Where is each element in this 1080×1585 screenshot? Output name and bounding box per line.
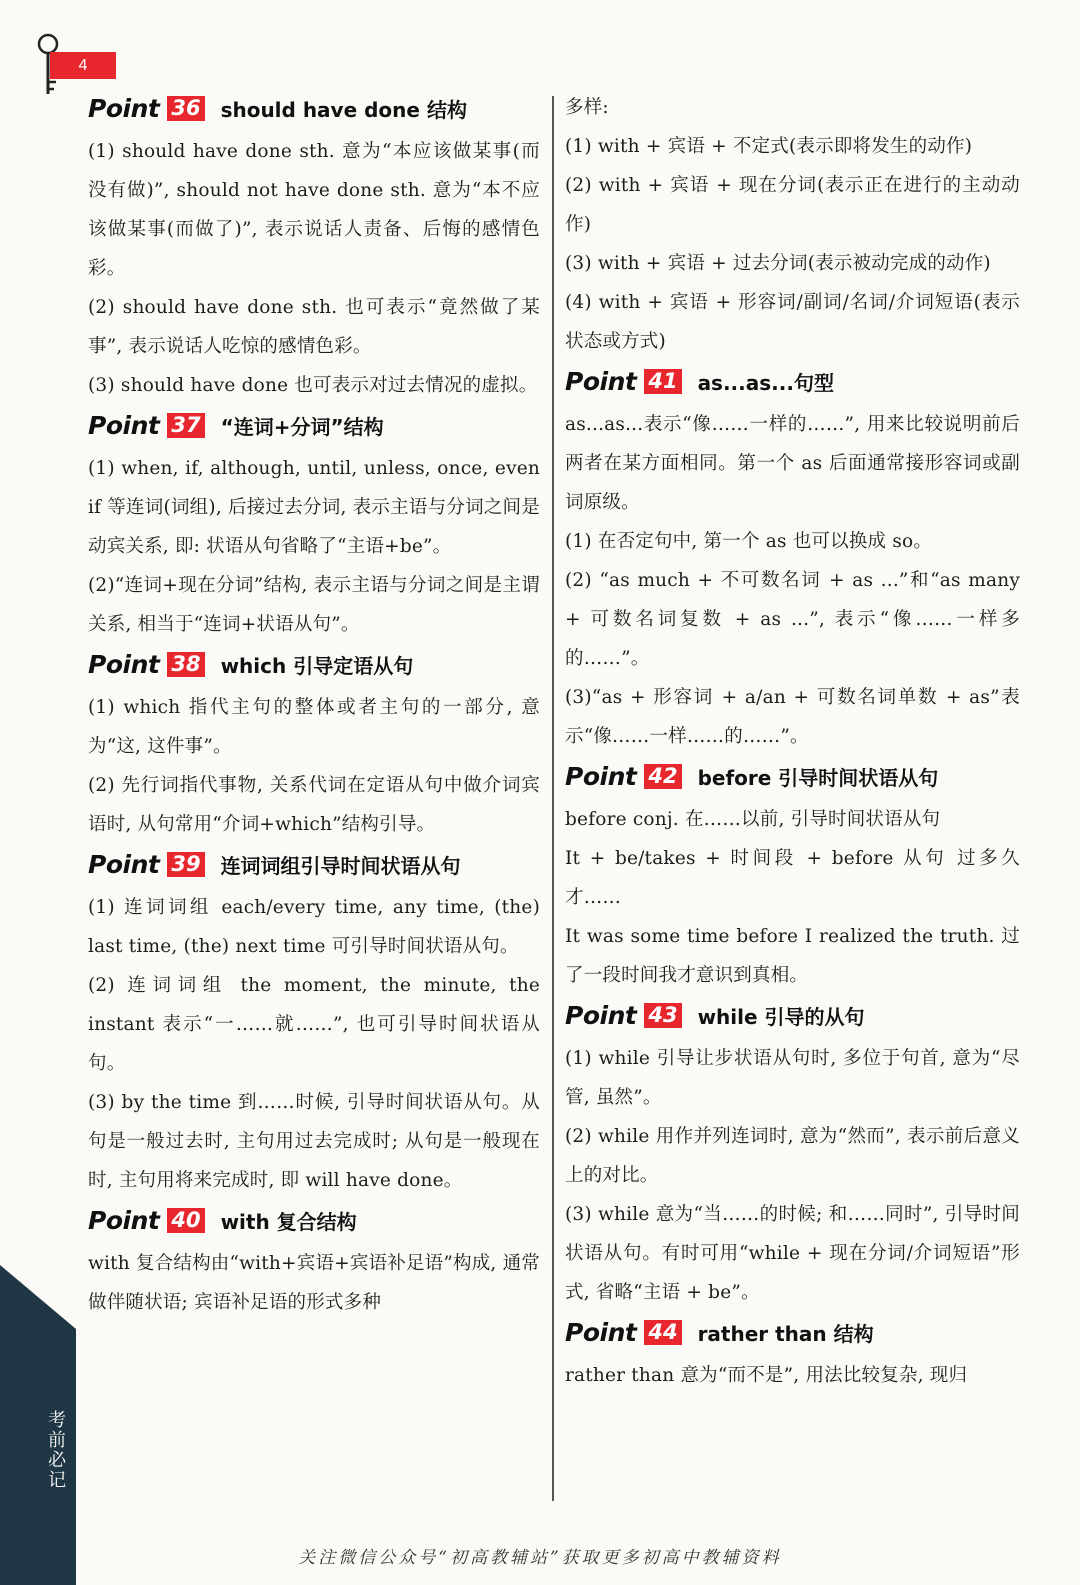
paragraph: (2) while 用作并列连词时, 意为“然而”, 表示前后意义上的对比。 (565, 1126, 1020, 1186)
point-number-badge: 41 (644, 369, 681, 394)
paragraph: (1) 连词词组 each/every time, any time, (the) last time, (the) next time 可引导时间状语从句。 (88, 897, 540, 957)
right-column (565, 88, 1020, 1395)
point-title: which 引导定语从句 (220, 653, 414, 678)
point-heading-43 (565, 999, 1020, 1031)
point-label: Point (565, 1317, 637, 1347)
paragraph: (3) by the time 到……时候, 引导时间状语从句。从句是一般过去时, 主句用过去完成时; 从句是一般现在时, 主句用将来完成时, 即 will have done。 (88, 1092, 540, 1191)
point-number-badge: 42 (644, 764, 681, 789)
point-number-badge: 43 (644, 1003, 681, 1028)
point-label: Point (565, 761, 637, 791)
point-title: “连词+分词”结构 (220, 414, 384, 439)
point-number-badge: 37 (167, 413, 204, 438)
point-heading-38 (88, 648, 540, 680)
point-heading-40 (88, 1204, 540, 1236)
point-heading-41 (565, 365, 1020, 397)
point-title: before 引导时间状语从句 (697, 765, 939, 790)
paragraph: (1) while 引导让步状语从句时, 多位于句首, 意为“尽管, 虽然”。 (565, 1048, 1020, 1108)
paragraph: (2) 先行词指代事物, 关系代词在定语从句中做介词宾语时, 从句常用“介词+which”结构引导。 (88, 775, 540, 835)
paragraph: (1) 在否定句中, 第一个 as 也可以换成 so。 (565, 531, 933, 552)
point-title: rather than 结构 (697, 1321, 874, 1346)
paragraph: (2) with + 宾语 + 现在分词(表示正在进行的主动动作) (565, 175, 1020, 235)
paragraph: (3) should have done 也可表示对过去情况的虚拟。 (88, 375, 538, 396)
paragraph: with 复合结构由“with+宾语+宾语补足语”构成, 通常做伴随状语; 宾语补足语的形式多种 (88, 1253, 540, 1313)
point-title: should have done 结构 (220, 97, 467, 122)
point-heading-39 (88, 848, 540, 880)
point-number-badge: 39 (167, 852, 204, 877)
paragraph: (1) with + 宾语 + 不定式(表示即将发生的动作) (565, 136, 973, 157)
point-number-badge: 36 (167, 96, 204, 121)
point-heading-37 (88, 409, 540, 441)
paragraph: (3)“as + 形容词 + a/an + 可数名词单数 + as”表示“像……一样……的……”。 (565, 687, 1020, 747)
point-label: Point (565, 1000, 637, 1030)
column-divider (552, 96, 554, 1501)
point-label: Point (88, 93, 160, 123)
page-number: 4 (78, 56, 88, 74)
paragraph: (2)“连词+现在分词”结构, 表示主语与分词之间是主谓关系, 相当于“连词+状语从句”。 (88, 575, 540, 635)
point-label: Point (88, 1205, 160, 1235)
paragraph: (1) when, if, although, until, unless, once, even if 等连词(词组), 后接过去分词, 表示主语与分词之间是动宾关系, 即: 状语从句省略了“主语+be”。 (88, 458, 540, 557)
point-heading-42 (565, 760, 1020, 792)
point-number-badge: 44 (644, 1320, 681, 1345)
paragraph: (3) with + 宾语 + 过去分词(表示被动完成的动作) (565, 253, 991, 274)
paragraph: (1) should have done sth. 意为“本应该做某事(而没有做)”, should not have done sth. 意为“本不应该做某事(而做了)”, 表示说话人责备、后悔的感情色彩。 (88, 141, 540, 279)
point-title: with 复合结构 (220, 1209, 357, 1234)
paragraph: before conj. 在……以前, 引导时间状语从句 (565, 809, 941, 830)
paragraph: (3) while 意为“当……的时候; 和……同时”, 引导时间状语从句。有时可用“while + 现在分词/介词短语”形式, 省略“主语 + be”。 (565, 1204, 1020, 1303)
paragraph: as...as...表示“像……一样的……”, 用来比较说明前后两者在某方面相同。第一个 as 后面通常接形容词或副词原级。 (565, 414, 1020, 513)
point-heading-44 (565, 1316, 1020, 1348)
point-title: as...as...句型 (697, 370, 834, 395)
left-column (88, 88, 540, 1322)
page-number-tab (50, 52, 116, 79)
paragraph: (2) “as much + 不可数名词 + as ...”和“as many + 可数名词复数 + as ...”, 表示“像……一样多的……”。 (565, 570, 1020, 669)
footer-note: 关注微信公众号“初高教辅站”获取更多初高中教辅资料 (298, 1548, 782, 1568)
point-number-badge: 40 (167, 1208, 204, 1233)
side-label: 考前必记 (45, 1410, 66, 1490)
paragraph: (2) 连词词组 the moment, the minute, the instant 表示“一……就……”, 也可引导时间状语从句。 (88, 975, 540, 1074)
paragraph: (1) which 指代主句的整体或者主句的一部分, 意为“这, 这件事”。 (88, 697, 540, 757)
paragraph: (2) should have done sth. 也可表示“竟然做了某事”, 表示说话人吃惊的感情色彩。 (88, 297, 540, 357)
paragraph: rather than 意为“而不是”, 用法比较复杂, 现归 (565, 1365, 968, 1386)
point-label: Point (88, 649, 160, 679)
point-label: Point (565, 366, 637, 396)
point-label: Point (88, 410, 160, 440)
point-number-badge: 38 (167, 652, 204, 677)
point-label: Point (88, 849, 160, 879)
paragraph: It + be/takes + 时间段 + before 从句 过多久才…… (565, 848, 1020, 908)
point-title: 连词词组引导时间状语从句 (220, 853, 461, 878)
point-title: while 引导的从句 (697, 1004, 865, 1029)
paragraph: 多样: (565, 97, 609, 118)
paragraph: (4) with + 宾语 + 形容词/副词/名词/介词短语(表示状态或方式) (565, 292, 1020, 352)
paragraph: It was some time before I realized the truth. 过了一段时间我才意识到真相。 (565, 926, 1020, 986)
point-heading-36 (88, 92, 540, 124)
